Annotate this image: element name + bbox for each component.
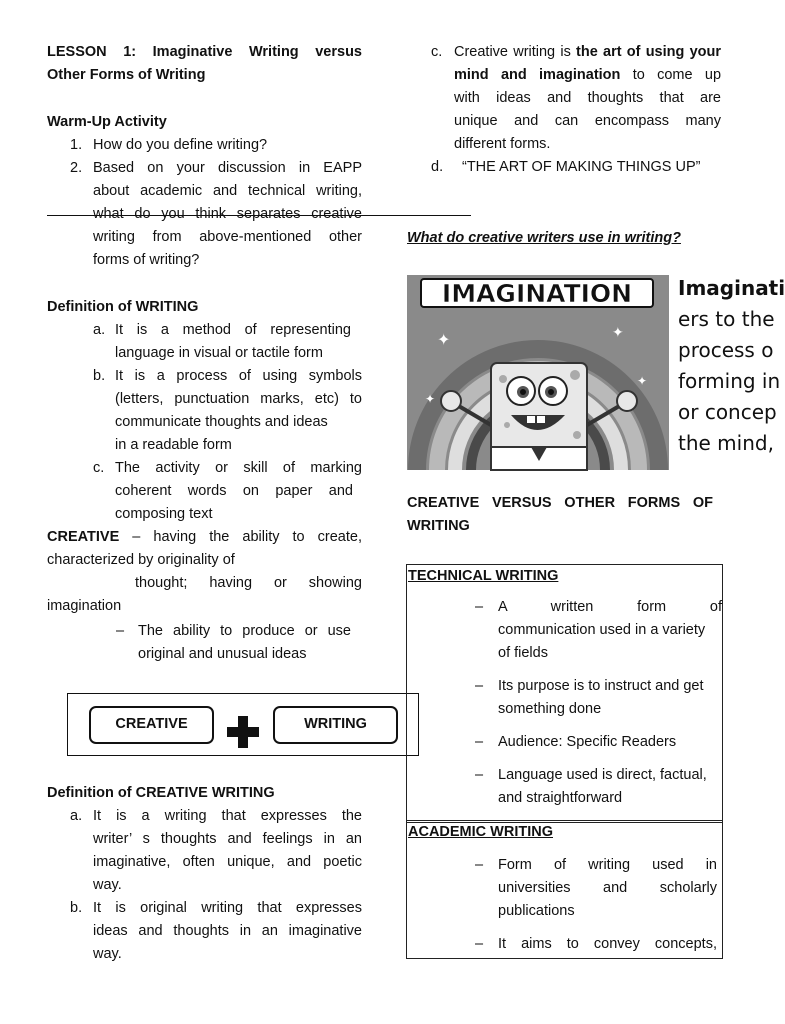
warmup-item-2-line: writing from above-mentioned other: [93, 229, 362, 245]
academic-item-line: universities and scholarly: [498, 880, 717, 896]
technical-item-2: [498, 675, 738, 721]
technical-item-line: and straightforward: [498, 790, 623, 806]
creative-definition: [47, 526, 362, 618]
creative-def-line4: imagination: [47, 598, 122, 614]
item-d-text: “THE ART OF MAKING THINGS UP”: [462, 159, 701, 175]
technical-dash: –: [475, 599, 484, 615]
imagination-caption-line: the mind,: [678, 431, 774, 455]
lesson-title-line2: Other Forms of Writing: [47, 67, 206, 83]
svg-text:✦: ✦: [437, 330, 451, 349]
def-cw-item-line: way.: [93, 877, 122, 893]
item-c-text: [454, 41, 721, 156]
imagination-caption-line: ers to the: [678, 307, 775, 331]
svg-text:✦: ✦: [612, 325, 624, 341]
equation-creative-box: CREATIVE: [89, 706, 214, 744]
creative-sub-line: original and unusual ideas: [138, 646, 307, 662]
def-writing-item-line: composing text: [115, 506, 213, 522]
creative-def-line1: [47, 526, 362, 549]
lesson-title-line1: LESSON 1: Imaginative Writing versus: [47, 44, 362, 60]
item-c-line3: with ideas and thoughts that are: [454, 90, 721, 106]
academic-item-line: Form of writing used in: [498, 857, 717, 873]
creative-def-line3: thought; having or showing: [135, 575, 362, 591]
imagination-caption-line: Imaginati: [678, 276, 785, 300]
item-d-number: d.: [431, 159, 444, 175]
imagination-caption-line: process o: [678, 338, 774, 362]
warmup-item-2-line: Based on your discussion in EAPP: [93, 160, 362, 176]
academic-dash: –: [475, 857, 484, 873]
def-writing-item-c-number: c.: [93, 460, 105, 476]
academic-writing-title: ACADEMIC WRITING: [408, 824, 553, 840]
def-cw-item-line: imaginative, often unique, and poetic: [93, 854, 362, 870]
creative-sub-text: [138, 620, 351, 666]
imagination-caption-line: forming in: [678, 369, 781, 393]
warmup-item-2-line: about academic and technical writing,: [93, 183, 362, 199]
imagination-image-title: IMAGINATION: [441, 279, 633, 308]
def-writing-item-line: It is a method of representing: [115, 322, 351, 338]
def-cw-item-line: ideas and thoughts in an imaginative: [93, 923, 362, 939]
item-c-line2: [454, 64, 721, 87]
svg-text:✦: ✦: [425, 392, 436, 406]
def-writing-item-line: It is a process of using symbols: [115, 368, 362, 384]
def-writing-item-b-number: b.: [93, 368, 106, 384]
def-cw-item-line: writer’ s thoughts and feelings in an: [93, 831, 362, 847]
def-cw-title: Definition of CREATIVE WRITING: [47, 785, 275, 801]
warmup-item-2-line: forms of writing?: [93, 252, 200, 268]
def-cw-item-line: way.: [93, 946, 122, 962]
item-c-number: c.: [431, 44, 443, 60]
def-writing-item-line: (letters, punctuation marks, etc) to: [115, 391, 362, 407]
imagination-caption: [678, 273, 785, 459]
creative-def-line2: characterized by originality of: [47, 552, 235, 568]
item-c-post: to come up: [620, 67, 722, 83]
horizontal-rule: [47, 215, 471, 216]
question-heading: What do creative writers use in writing?: [407, 230, 681, 246]
academic-item-line: It aims to convey concepts,: [498, 936, 717, 952]
def-writing-item-line: communicate thoughts and ideas: [115, 414, 328, 430]
versus-heading: [407, 492, 713, 538]
creative-def-text: – having the ability to create,: [119, 529, 362, 545]
svg-text:✦: ✦: [637, 374, 648, 388]
technical-item-line: A written form of: [498, 599, 722, 615]
technical-dash: –: [475, 767, 484, 783]
item-c-line4: unique and can encompass many: [454, 113, 721, 129]
technical-item-1: [498, 596, 722, 665]
academic-writing-cell: [406, 820, 723, 959]
item-c-bold-2: mind and imagination: [454, 67, 621, 83]
item-c-line1: [454, 41, 721, 64]
def-writing-item-a-number: a.: [93, 322, 106, 338]
def-cw-item-a-text: [93, 805, 362, 897]
def-writing-item-line: in a readable form: [115, 437, 232, 453]
imagination-image: [407, 275, 669, 470]
technical-item-line: something done: [498, 701, 602, 717]
def-cw-item-a-number: a.: [70, 808, 83, 824]
academic-item-line: publications: [498, 903, 575, 919]
academic-item-2: [498, 933, 717, 956]
versus-heading-line2: WRITING: [407, 518, 470, 534]
def-writing-item-line: language in visual or tactile form: [115, 345, 323, 361]
def-writing-item-c-text: [115, 457, 362, 526]
creative-term: CREATIVE: [47, 529, 120, 545]
technical-item-line: Its purpose is to instruct and get: [498, 678, 704, 694]
technical-item-line: communication used in a variety: [498, 622, 706, 638]
technical-writing-cell: [406, 564, 723, 823]
def-writing-item-line: The activity or skill of marking: [115, 460, 362, 476]
item-c-pre: Creative writing is: [454, 44, 577, 60]
def-writing-title: Definition of WRITING: [47, 299, 199, 315]
technical-item-line: Language used is direct, factual,: [498, 767, 707, 783]
warmup-item-2-number: 2.: [70, 160, 83, 176]
technical-writing-title: TECHNICAL WRITING: [408, 568, 559, 584]
academic-item-1: [498, 854, 717, 923]
warmup-title: Warm-Up Activity: [47, 114, 167, 130]
def-writing-item-a-text: [115, 319, 351, 365]
creative-sub-line: The ability to produce or use: [138, 623, 351, 639]
warmup-item-1-text: How do you define writing?: [93, 137, 268, 153]
def-cw-item-b-text: [93, 897, 362, 966]
warmup-item-2-line: what do you think separates creative: [93, 206, 362, 222]
def-cw-item-line: It is a writing that expresses the: [93, 808, 362, 824]
academic-dash: –: [475, 936, 484, 952]
creative-sub-dash: –: [116, 623, 125, 639]
def-cw-item-b-number: b.: [70, 900, 83, 916]
warmup-item-1-number: 1.: [70, 137, 83, 153]
lesson-title: [47, 41, 362, 87]
technical-item-3: Audience: Specific Readers: [498, 734, 677, 750]
def-writing-item-b-text: [115, 365, 362, 457]
def-cw-item-line: It is original writing that expresses: [93, 900, 362, 916]
item-c-bold: the art of using your: [576, 44, 722, 60]
imagination-caption-line: or concep: [678, 400, 777, 424]
equation-writing-box: WRITING: [273, 706, 398, 744]
plus-icon: [227, 716, 259, 748]
item-c-line5: different forms.: [454, 136, 551, 152]
technical-item-line: of fields: [498, 645, 548, 661]
def-writing-item-line: coherent words on paper and: [115, 483, 353, 499]
technical-item-4: [498, 764, 728, 810]
versus-heading-line1: CREATIVE VERSUS OTHER FORMS OF: [407, 495, 713, 511]
technical-dash: –: [475, 678, 484, 694]
technical-dash: –: [475, 734, 484, 750]
